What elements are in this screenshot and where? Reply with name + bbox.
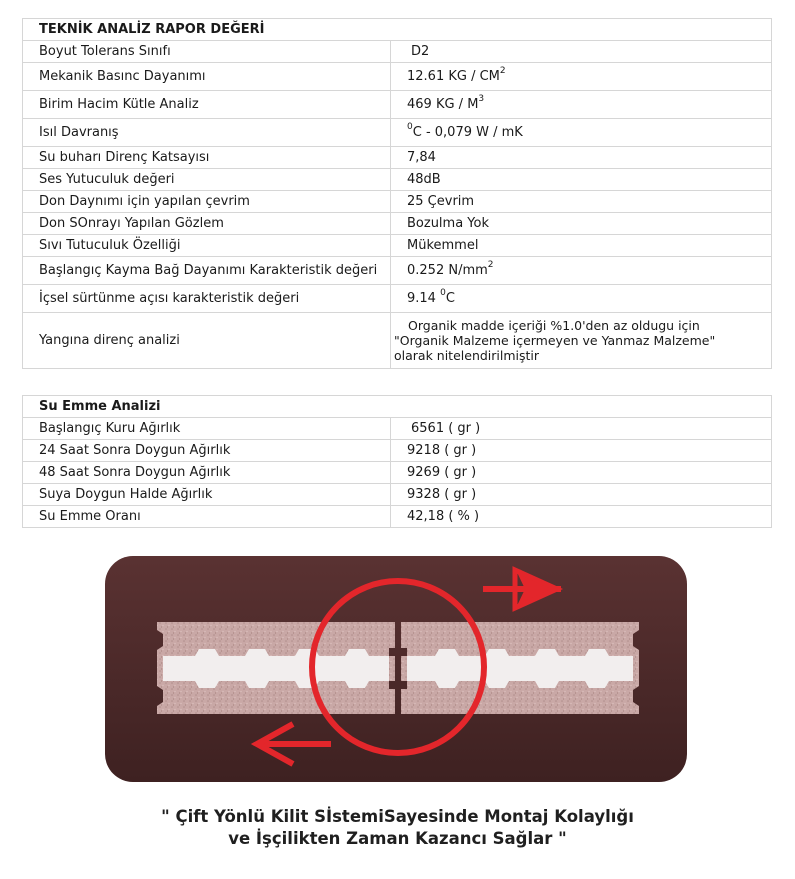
interlock-illustration [105, 556, 687, 782]
left-board [157, 622, 395, 714]
row-label: 24 Saat Sonra Doygun Ağırlık [23, 440, 391, 462]
table-row [23, 418, 772, 440]
row-value: 7,84 [391, 147, 772, 169]
caption-line-1: " Çift Yönlü Kilit SİstemiSayesinde Montaj Kolaylığı [161, 807, 634, 826]
row-label: 48 Saat Sonra Doygun Ağırlık [23, 462, 391, 484]
value-text: C - 0,079 W / mK [412, 125, 523, 140]
caption [0, 806, 795, 850]
table-row [23, 257, 772, 285]
row-value: 42,18 ( % ) [391, 506, 772, 528]
table-row [23, 91, 772, 119]
row-label: Ses Yutuculuk değeri [23, 169, 391, 191]
row-value: 9269 ( gr ) [391, 462, 772, 484]
value-text: 12.61 KG / CM [407, 69, 500, 84]
row-value: 9218 ( gr ) [391, 440, 772, 462]
table-row [23, 119, 772, 147]
row-label: Su buharı Direnç Katsayısı [23, 147, 391, 169]
row-value [391, 63, 772, 91]
row-value: Mükemmel [391, 235, 772, 257]
table-row [23, 440, 772, 462]
row-value [391, 313, 772, 369]
row-value: 9328 ( gr ) [391, 484, 772, 506]
row-value: 6561 ( gr ) [391, 418, 772, 440]
value-line: "Organik Malzeme içermeyen ve Yanmaz Malzeme" [394, 333, 716, 348]
row-label: İçsel sürtünme açısı karakteristik değeri [23, 285, 391, 313]
row-label: Birim Hacim Kütle Analiz [23, 91, 391, 119]
row-label: Don SOnrayı Yapılan Gözlem [23, 213, 391, 235]
row-value: 25 Çevrim [391, 191, 772, 213]
row-label: Başlangıç Kuru Ağırlık [23, 418, 391, 440]
row-label: Başlangıç Kayma Bağ Dayanımı Karakteristik değeri [23, 257, 391, 285]
row-label: Sıvı Tutuculuk Özelliği [23, 235, 391, 257]
table-row [23, 147, 772, 169]
row-label: Suya Doygun Halde Ağırlık [23, 484, 391, 506]
value-superscript: 0 [440, 287, 446, 298]
table-row [23, 285, 772, 313]
value-text: 469 KG / M [407, 97, 479, 112]
row-label: Isıl Davranış [23, 119, 391, 147]
table-row [23, 191, 772, 213]
technical-analysis-table [22, 18, 772, 369]
caption-line-2: ve İşçilikten Zaman Kazancı Sağlar " [228, 829, 567, 848]
value-line: Organik madde içeriği %1.0'den az oldugu için [408, 318, 700, 333]
table-row [23, 41, 772, 63]
value-superscript: 0 [407, 121, 413, 132]
table-row [23, 235, 772, 257]
table-row [23, 213, 772, 235]
value-line: olarak nitelendirilmiştir [394, 348, 540, 363]
row-label: Mekanik Basınc Dayanımı [23, 63, 391, 91]
row-value: 48dB [391, 169, 772, 191]
table-row [23, 313, 772, 369]
row-value [391, 257, 772, 285]
value-text: 9.14 [407, 291, 441, 306]
row-label: Don Daynımı için yapılan çevrim [23, 191, 391, 213]
table-row [23, 169, 772, 191]
row-value [391, 91, 772, 119]
value-text-post: C [445, 291, 455, 306]
value-text: 0.252 N/mm [407, 263, 488, 278]
value-superscript: 2 [487, 259, 494, 270]
water-absorption-table [22, 395, 772, 528]
row-value [391, 119, 772, 147]
row-label: Boyut Tolerans Sınıfı [23, 41, 391, 63]
value-superscript: 2 [499, 65, 506, 76]
table-row [23, 484, 772, 506]
row-value [391, 285, 772, 313]
row-label: Yangına direnç analizi [23, 313, 391, 369]
row-value: Bozulma Yok [391, 213, 772, 235]
value-superscript: 3 [478, 93, 485, 104]
technical-table-title: TEKNİK ANALİZ RAPOR DEĞERİ [23, 19, 772, 41]
interlock-svg [105, 556, 687, 782]
water-table-title: Su Emme Analizi [23, 396, 772, 418]
table-row [23, 506, 772, 528]
table-row [23, 63, 772, 91]
table-row [23, 462, 772, 484]
row-value: D2 [391, 41, 772, 63]
row-label: Su Emme Oranı [23, 506, 391, 528]
right-board [401, 622, 639, 714]
